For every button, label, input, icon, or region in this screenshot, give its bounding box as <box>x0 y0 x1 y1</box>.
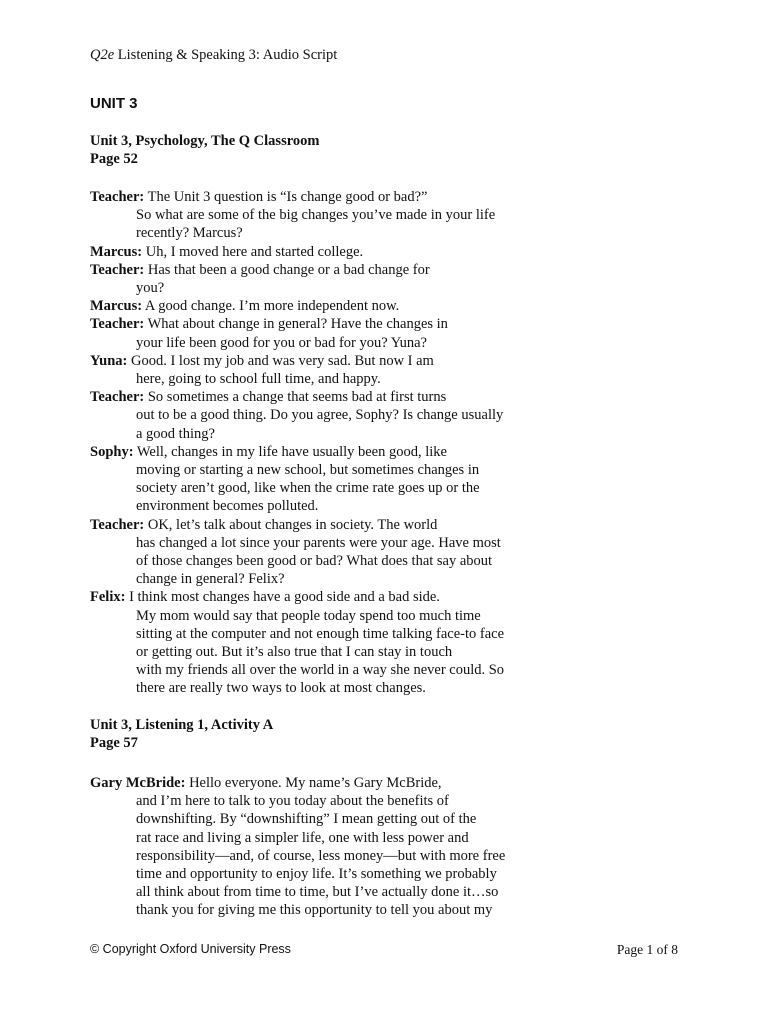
dialogue-line: with my friends all over the world in a way she never could. So <box>136 662 505 679</box>
section-heading <box>90 132 319 168</box>
dialogue-line: thank you for giving me this opportunity to tell you about my <box>136 902 493 919</box>
speech-text: Well, changes in my life have usually been good, like <box>133 443 447 460</box>
speaker-label: Felix: <box>90 589 126 606</box>
speech-text: Hello everyone. My name’s Gary McBride, <box>185 775 442 791</box>
speech-text: A good change. I’m more independent now. <box>142 298 400 315</box>
dialogue-line: all think about from time to time, but I’ve actually done it…so <box>136 884 499 901</box>
dialogue-turn <box>90 588 560 697</box>
dialogue-turn <box>90 297 560 315</box>
dialogue-line: recently? Marcus? <box>136 225 243 242</box>
dialogue-block <box>90 774 560 920</box>
dialogue-line: you? <box>136 280 165 297</box>
speech-text: Uh, I moved here and started college. <box>142 243 364 260</box>
dialogue-line: So what are some of the big changes you’ve made in your life <box>136 207 496 224</box>
dialogue-line: out to be a good thing. Do you agree, Sophy? Is change usually <box>136 407 504 424</box>
dialogue-turn <box>90 516 560 589</box>
speaker-label: Yuna: <box>90 352 128 369</box>
dialogue-line <box>90 588 560 606</box>
dialogue-turn <box>90 315 560 351</box>
dialogue-turn <box>90 774 560 920</box>
dialogue-line: sitting at the computer and not enough time talking face-to face <box>136 625 505 642</box>
dialogue-turn <box>90 388 560 443</box>
speech-text: What about change in general? Have the changes in <box>144 316 448 333</box>
speaker-label: Teacher: <box>90 389 145 406</box>
copyright-notice: © Copyright Oxford University Press <box>90 942 291 956</box>
dialogue-line: downshifting. By “downshifting” I mean getting out of the <box>136 811 477 828</box>
speech-text: Good. I lost my job and was very sad. But now I am <box>127 352 434 369</box>
dialogue-line: a good thing? <box>136 425 215 442</box>
running-header <box>90 47 337 64</box>
speaker-label: Marcus: <box>90 243 143 260</box>
dialogue-turn <box>90 443 560 516</box>
speech-text: I think most changes have a good side and a bad side. <box>125 589 440 606</box>
speaker-label: Sophy: <box>90 443 134 460</box>
dialogue-line: of those changes been good or bad? What does that say about <box>136 553 493 570</box>
section-heading <box>90 716 273 752</box>
page-number: Page 1 of 8 <box>616 942 678 957</box>
dialogue-line: there are really two ways to look at most changes. <box>136 680 426 697</box>
speaker-label: Teacher: <box>90 261 145 278</box>
dialogue-line: your life been good for you or bad for you? Yuna? <box>136 334 427 351</box>
unit-title: UNIT 3 <box>90 95 138 112</box>
dialogue-turn <box>90 243 560 261</box>
speaker-label: Teacher: <box>90 516 145 533</box>
dialogue-line: change in general? Felix? <box>136 571 285 588</box>
dialogue-line: society aren’t good, like when the crime rate goes up or the <box>136 480 480 497</box>
speech-text: OK, let’s talk about changes in society. The world <box>144 516 438 533</box>
dialogue-line <box>90 388 560 406</box>
header-title: Listening & Speaking 3: Audio Script <box>114 47 338 63</box>
section-title: Unit 3, Listening 1, Activity A <box>90 717 274 733</box>
dialogue-line: here, going to school full time, and happy. <box>136 371 381 388</box>
dialogue-line: responsibility—and, of course, less money—but with more free <box>136 847 506 864</box>
book-code: Q2e <box>90 47 115 63</box>
speaker-label: Marcus: <box>90 298 143 315</box>
dialogue-line: time and opportunity to enjoy life. It’s something we probably <box>136 866 497 883</box>
dialogue-line <box>90 188 560 206</box>
speaker-label: Teacher: <box>90 316 145 333</box>
dialogue-line: and I’m here to talk to you today about the benefits of <box>136 793 449 810</box>
dialogue-line <box>90 774 560 792</box>
dialogue-line: or getting out. But it’s also true that I can stay in touch <box>136 644 453 661</box>
dialogue-line <box>90 243 560 261</box>
dialogue-line: My mom would say that people today spend too much time <box>136 607 481 624</box>
dialogue-turn <box>90 188 560 243</box>
dialogue-turn <box>90 352 560 388</box>
dialogue-line <box>90 516 560 534</box>
dialogue-line: has changed a lot since your parents were your age. Have most <box>136 534 501 551</box>
dialogue-line <box>90 315 560 333</box>
dialogue-line <box>90 352 560 370</box>
speech-text: The Unit 3 question is “Is change good or bad?” <box>144 189 428 205</box>
section-page: Page 52 <box>90 151 138 168</box>
dialogue-line: moving or starting a new school, but sometimes changes in <box>136 462 480 479</box>
dialogue-block <box>90 188 560 698</box>
dialogue-line <box>90 443 560 461</box>
dialogue-line: rat race and living a simpler life, one with less power and <box>136 829 469 846</box>
section-page: Page 57 <box>90 735 138 752</box>
dialogue-line <box>90 261 560 279</box>
dialogue-line <box>90 297 560 315</box>
dialogue-line: environment becomes polluted. <box>136 498 319 515</box>
dialogue-turn <box>90 261 560 297</box>
section-title: Unit 3, Psychology, The Q Classroom <box>90 133 320 149</box>
speech-text: So sometimes a change that seems bad at first turns <box>144 389 447 406</box>
speaker-label: Gary McBride: <box>90 775 186 791</box>
speaker-label: Teacher: <box>90 189 145 205</box>
speech-text: Has that been a good change or a bad change for <box>144 261 430 278</box>
